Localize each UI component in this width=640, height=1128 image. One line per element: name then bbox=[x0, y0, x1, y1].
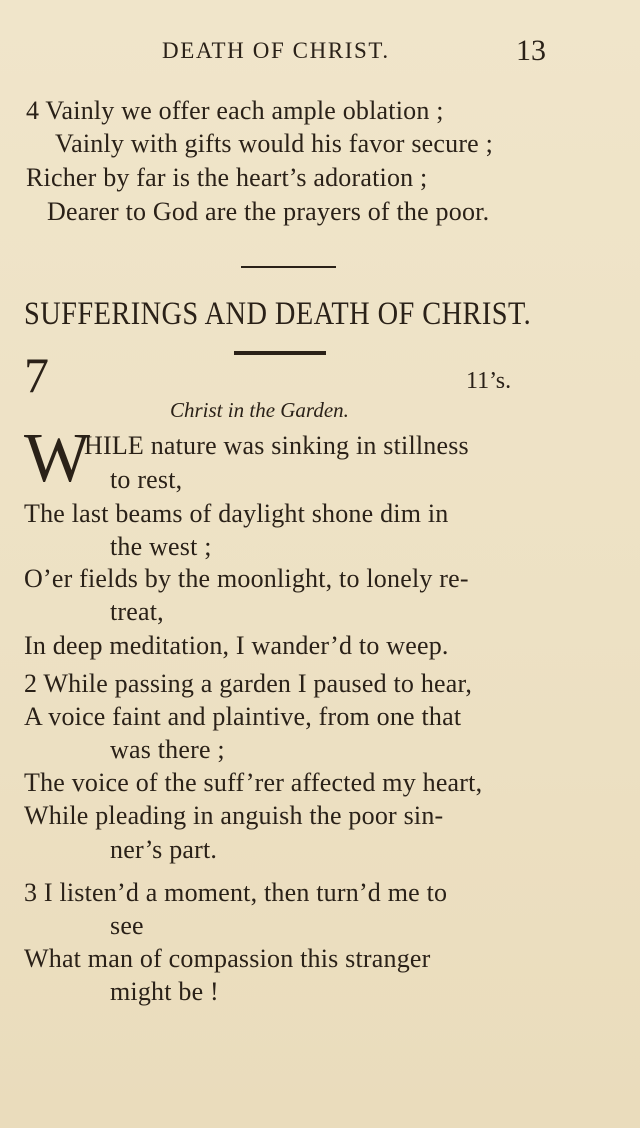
hymn-line: O’er fields by the moonlight, to lonely re- bbox=[24, 564, 469, 593]
hymn-line: 2 While passing a garden I paused to hear, bbox=[24, 669, 473, 698]
hymn-line: The voice of the suff’rer affected my heart, bbox=[24, 768, 483, 797]
hymn-number: 7 bbox=[24, 347, 49, 403]
hymn-line: 3 I listen’d a moment, then turn’d me to bbox=[24, 878, 448, 907]
section-divider bbox=[241, 266, 336, 268]
hymn-line: HILE nature was sinking in stillness bbox=[84, 431, 469, 460]
hymn-line: treat, bbox=[110, 597, 164, 626]
stanza-line: Vainly with gifts would his favor secure ; bbox=[55, 129, 494, 158]
hymn-line: In deep meditation, I wander’d to weep. bbox=[24, 631, 449, 660]
page-number: 13 bbox=[516, 34, 546, 67]
section-title: SUFFERINGS AND DEATH OF CHRIST. bbox=[24, 296, 532, 332]
hymn-line: the west ; bbox=[110, 532, 212, 561]
stanza-line: Richer by far is the heart’s adoration ; bbox=[26, 163, 428, 192]
running-head-title: DEATH OF CHRIST. bbox=[162, 38, 390, 63]
hymn-line: ner’s part. bbox=[110, 835, 218, 864]
hymn-line: While pleading in anguish the poor sin- bbox=[24, 801, 444, 830]
hymn-line: A voice faint and plaintive, from one that bbox=[24, 702, 462, 731]
stanza-line: Dearer to God are the prayers of the poor. bbox=[47, 197, 490, 226]
hymn-line: What man of compassion this stranger bbox=[24, 944, 431, 973]
drop-cap: W bbox=[24, 420, 91, 497]
title-divider bbox=[234, 351, 326, 355]
stanza-line: 4 Vainly we offer each ample oblation ; bbox=[26, 96, 444, 125]
hymn-line: to rest, bbox=[110, 465, 183, 494]
hymn-meter: 11’s. bbox=[466, 368, 512, 394]
hymn-line: was there ; bbox=[110, 735, 225, 764]
hymn-subtitle: Christ in the Garden. bbox=[170, 398, 349, 422]
hymn-line: The last beams of daylight shone dim in bbox=[24, 499, 449, 528]
hymn-line: might be ! bbox=[110, 977, 219, 1006]
hymn-line: see bbox=[110, 911, 144, 940]
